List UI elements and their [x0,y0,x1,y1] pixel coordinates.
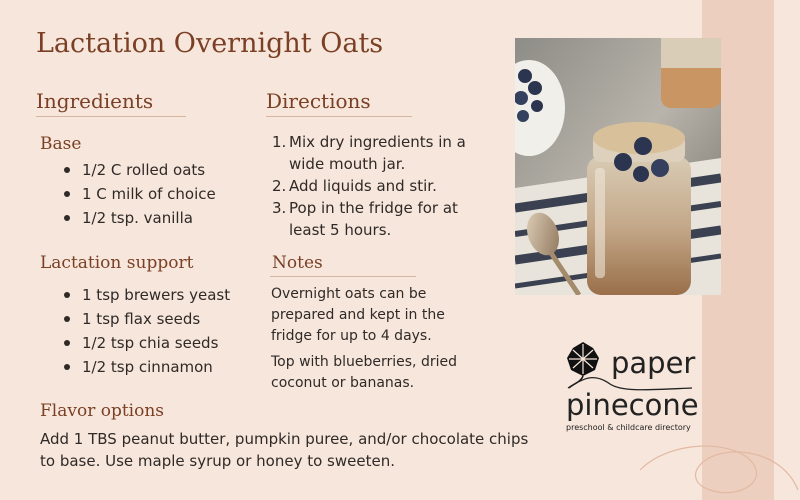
list-item: 1/2 tsp cinnamon [62,355,230,379]
list-item: 1 tsp flax seeds [62,307,230,331]
logo-text-paper: paper [611,346,696,380]
list-item: 1/2 tsp. vanilla [62,206,216,230]
logo-tagline: preschool & childcare directory [566,423,691,432]
step-text: Pop in the fridge for at least 5 hours. [289,199,458,239]
ingredients-divider [36,116,186,117]
base-heading: Base [40,134,82,154]
directions-heading: Directions [266,89,371,113]
step-number: 1. [272,133,287,151]
lactation-support-list [62,283,230,379]
list-item: 1 C milk of choice [62,182,216,206]
flavor-options-heading: Flavor options [40,401,165,421]
list-item [272,197,472,241]
page-title: Lactation Overnight Oats [36,28,384,59]
base-list [62,158,216,230]
list-item: 1/2 C rolled oats [62,158,216,182]
notes-divider [270,276,416,277]
list-item [272,131,472,175]
list-item [272,175,472,197]
decorative-swirl [630,430,800,500]
notes-paragraph: Top with blueberries, dried coconut or bananas. [271,354,457,391]
step-number: 3. [272,199,287,217]
notes-heading: Notes [272,253,323,273]
directions-divider [266,116,412,117]
logo-text-pinecone: pinecone [566,388,699,422]
step-number: 2. [272,177,287,195]
notes-paragraph: Overnight oats can be prepared and kept in the fridge for up to 4 days. [271,286,445,344]
ingredients-heading: Ingredients [36,89,154,113]
flavor-options-text: Add 1 TBS peanut butter, pumpkin puree, and/or chocolate chips to base. Use maple syrup or honey to sweeten. [40,430,529,470]
list-item: 1 tsp brewers yeast [62,283,230,307]
lactation-support-heading: Lactation support [40,253,194,273]
directions-list [272,131,472,241]
step-text: Mix dry ingredients in a wide mouth jar. [289,133,466,173]
overnight-oats-photo [515,38,721,295]
step-text: Add liquids and stir. [289,177,437,195]
list-item: 1/2 tsp chia seeds [62,331,230,355]
